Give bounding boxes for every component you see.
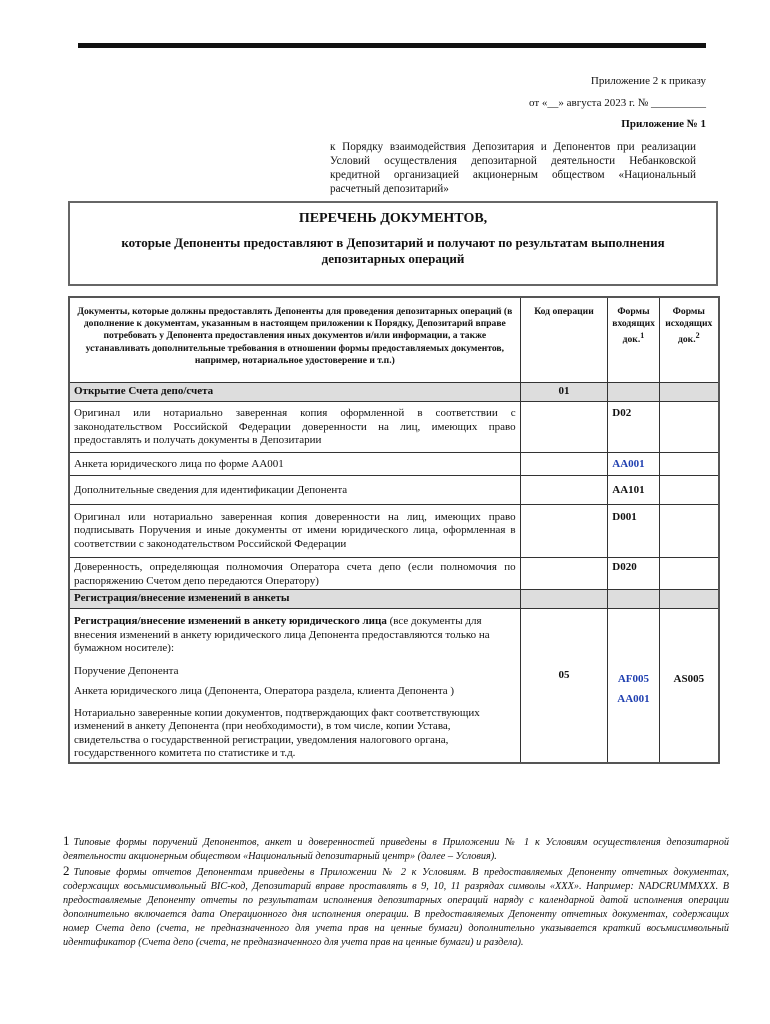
footnote-ref-2: 2 [695,331,700,341]
date-line: от «__» августа 2023 г. № __________ [529,97,706,109]
documents-table [68,296,720,764]
header-incoming [608,297,659,383]
section-row-open-account [69,383,719,402]
footnote-number: 2 [63,863,70,878]
table-row [69,558,719,590]
annex-line: Приложение 2 к приказу [590,75,706,87]
incoming-form: D001 [608,504,659,558]
operation-code: 01 [520,383,608,402]
document-cell: Дополнительные сведения для идентификации Депонента [69,476,520,505]
section-label: Открытие Счета депо/счета [69,383,520,402]
incoming-form-link[interactable]: AF005 [617,673,650,685]
document-cell: Оригинал или нотариально заверенная копия оформленной в соответствии с законодательством Российской Федерации доверенности на лиц, имеющих право предоставлять и получать документы в Депозитарии [69,402,520,453]
copies-document: Нотариально заверенные копии документов, подтверждающих факт соответствующих изменений в анкету Депонента (при необходимости), в том числе, копии Устава, свидетельства о государственной регистрации, уведомления налогового органа, государственного комитета по статистике и т.д. [74,706,480,759]
footnote-number: 1 [63,833,70,848]
incoming-form: AA101 [608,476,659,505]
footnote-2 [63,864,729,950]
header-code: Код операции [520,297,608,383]
registration-documents [69,609,520,763]
top-rule [78,43,706,48]
table-row [69,452,719,476]
operation-code: 05 [520,609,608,763]
table-row [69,609,719,763]
footnote-text: Типовые формы отчетов Депонентам приведены в Приложении № 2 к Условиям. В предоставляемых Депоненту отчетных документах, содержащих восьмисимвольный BIC-код, Депозитарий вправе проставлять в 9, 10, 11 разрядах символы «XXX». Например: NADCRUMMXXX. В предоставляемые Депоненту отчеты по результатам исполнения депозитарных операций наряду с календарной датой исполнения операции дополнительно включается дата Операционного дня исполнения операции. В предоставляемых Депоненту отчетных документах, содержащих номер Счета депо (счета, не предназначенного для учета прав на ценные бумаги) дополнительно указывается краткий восьмисимвольный идентификатор (Счета депо (счета, не предназначенного для учета прав на ценные бумаги) и раздела). [63,867,729,948]
table-row [69,402,719,453]
incoming-form-link[interactable]: AA001 [617,693,650,705]
footnotes [63,834,729,950]
table-header-row [69,297,719,383]
header-outgoing [659,297,719,383]
annex-number: Приложение № 1 [621,118,706,130]
header-incoming-label: Формы входящих док. [612,306,655,346]
document-cell: Доверенность, определяющая полномочия Оператора счета депо (если полномочия по распоряжению Счетом депо передаются Оператору) [69,558,520,590]
section-row-registration [69,590,719,609]
document-subtitle: которые Депоненты предоставляют в Депозитарий и получают по результатам выполнения депозитарных операций [121,235,665,266]
order-document: Поручение Депонента [74,664,179,677]
footnote-ref-1: 1 [640,331,645,341]
registration-intro [74,615,516,656]
registration-intro-bold: Регистрация/внесение изменений в анкету юридического лица [74,615,387,627]
incoming-form: D020 [608,558,659,590]
form-document: Анкета юридического лица (Депонента, Оператора раздела, клиента Депонента ) [74,685,455,697]
header-outgoing-label: Формы исходящих док. [665,306,713,346]
document-title: ПЕРЕЧЕНЬ ДОКУМЕНТОВ, [298,211,488,226]
incoming-forms [608,609,659,763]
document-cell: Анкета юридического лица по форме АА001 [69,452,520,476]
incoming-form: D02 [608,402,659,453]
title-box [68,201,718,286]
table-row [69,504,719,558]
outgoing-form: AS005 [659,609,719,763]
incoming-form-link[interactable]: AA001 [608,452,659,476]
registration-intro-rest: (все документы для внесения изменений в анкету юридического лица Депонента предоставляются только на бумажном носителе): [74,615,490,654]
header-documents: Документы, которые должны предоставлять Депоненты для проведения депозитарных операций (в дополнение к документам, указанным в настоящем приложении к Порядку, Депозитарий вправе потребовать у Депонента предоставления иных документов и/или информации, а также устанавливать дополнительные требования в отношении формы предоставляемых документов, например, нотариальное удостоверение и т.п.) [69,297,520,383]
procedure-reference: к Порядку взаимодействия Депозитария и Депонентов при реализации Условий осуществления депозитарной деятельности Небанковской кредитной организацией акционерным обществом «Национальный расчетный депозитарий» [330,141,696,195]
section-label: Регистрация/внесение изменений в анкеты [69,590,520,609]
table-row [69,476,719,505]
footnote-1 [63,834,729,864]
footnote-text: Типовые формы поручений Депонентов, анкет и доверенностей приведены в Приложении № 1 к Условиям осуществления депозитарной деятельности акционерным обществом «Национальный депозитарный центр» (далее – Условия). [63,837,729,862]
document-cell: Оригинал или нотариально заверенная копия доверенности на лиц, имеющих право подписывать Поручения и иные документы от имени юридического лица, оформленная в соответствии с законодательством Российской Федерации [69,504,520,558]
